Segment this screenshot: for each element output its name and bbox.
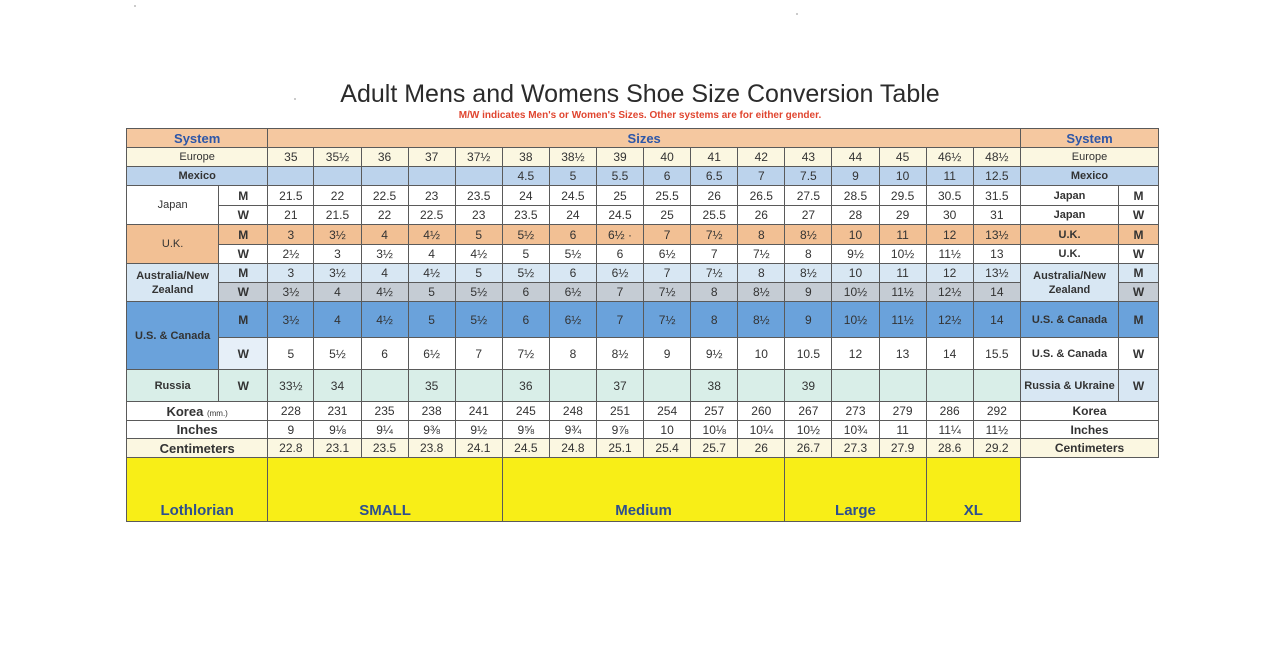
size-cell: 29.5 bbox=[879, 186, 926, 206]
size-cell bbox=[926, 370, 973, 402]
size-cell: 273 bbox=[832, 402, 879, 421]
size-cell: 6½ bbox=[549, 283, 596, 302]
scan-speck bbox=[294, 98, 296, 100]
size-cell: 44 bbox=[832, 148, 879, 167]
row-uk-m bbox=[127, 225, 1021, 245]
gender-w: W bbox=[219, 206, 268, 225]
size-cell: 43 bbox=[785, 148, 832, 167]
size-cell: 286 bbox=[926, 402, 973, 421]
size-cell: 3½ bbox=[268, 302, 314, 338]
side-gender-w: W bbox=[1119, 245, 1159, 264]
page-subtitle: M/W indicates Men's or Women's Sizes. Other systems are for either gender. bbox=[458, 110, 822, 121]
side-gender-m: M bbox=[1119, 264, 1159, 283]
size-cell: 21.5 bbox=[314, 206, 361, 225]
side-us-w: U.S. & Canada bbox=[1021, 338, 1119, 370]
size-cell: 11 bbox=[926, 167, 973, 186]
size-cell: 23.5 bbox=[502, 206, 549, 225]
category-xl: XL bbox=[926, 458, 1020, 522]
size-cell: 8 bbox=[738, 225, 785, 245]
size-cell: 6 bbox=[596, 245, 643, 264]
size-cell: 13 bbox=[973, 245, 1020, 264]
size-cell: 13 bbox=[879, 338, 926, 370]
size-cell: 10 bbox=[644, 421, 691, 439]
size-cell: 7.5 bbox=[785, 167, 832, 186]
size-cell: 12 bbox=[926, 225, 973, 245]
size-cell: 5½ bbox=[502, 225, 549, 245]
size-cell: 4 bbox=[361, 225, 408, 245]
size-cell: 24 bbox=[549, 206, 596, 225]
size-cell: 21 bbox=[268, 206, 314, 225]
size-cell: 228 bbox=[268, 402, 314, 421]
size-cell: 25.7 bbox=[691, 439, 738, 458]
size-cell bbox=[832, 370, 879, 402]
size-cell: 7 bbox=[691, 245, 738, 264]
gender-w: W bbox=[219, 338, 268, 370]
size-cell: 5 bbox=[455, 264, 502, 283]
size-cell: 23.1 bbox=[314, 439, 361, 458]
size-cell bbox=[644, 370, 691, 402]
size-cell: 4 bbox=[314, 283, 361, 302]
size-cell: 7 bbox=[455, 338, 502, 370]
size-cell: 9½ bbox=[832, 245, 879, 264]
size-cell: 7½ bbox=[738, 245, 785, 264]
size-cell: 10 bbox=[832, 225, 879, 245]
size-cell: 25.4 bbox=[644, 439, 691, 458]
size-cell bbox=[314, 167, 361, 186]
size-cell: 24.5 bbox=[502, 439, 549, 458]
size-cell: 5½ bbox=[455, 283, 502, 302]
size-cell: 9⅞ bbox=[596, 421, 643, 439]
size-cell: 35½ bbox=[314, 148, 361, 167]
size-cell: 26 bbox=[738, 206, 785, 225]
size-cell: 25 bbox=[644, 206, 691, 225]
size-cell: 30 bbox=[926, 206, 973, 225]
size-cell: 6½ bbox=[644, 245, 691, 264]
size-cell: 24.5 bbox=[549, 186, 596, 206]
size-cell: 38½ bbox=[549, 148, 596, 167]
side-mexico: Mexico bbox=[1021, 167, 1159, 186]
size-cell: 241 bbox=[455, 402, 502, 421]
size-cell: 31 bbox=[973, 206, 1020, 225]
size-cell: 279 bbox=[879, 402, 926, 421]
size-cell: 9½ bbox=[691, 338, 738, 370]
row-korea bbox=[127, 402, 1021, 421]
page-title: Adult Mens and Womens Shoe Size Conversion Table bbox=[340, 80, 940, 108]
size-cell: 10.5 bbox=[785, 338, 832, 370]
size-cell: 2½ bbox=[268, 245, 314, 264]
size-cell: 24.5 bbox=[596, 206, 643, 225]
size-cell: 28.5 bbox=[832, 186, 879, 206]
size-cell: 11½ bbox=[973, 421, 1020, 439]
size-cell: 9 bbox=[832, 167, 879, 186]
size-cell: 6½ · bbox=[596, 225, 643, 245]
size-cell: 9 bbox=[785, 302, 832, 338]
size-cell: 235 bbox=[361, 402, 408, 421]
size-cell: 9 bbox=[644, 338, 691, 370]
size-cell: 13½ bbox=[973, 225, 1020, 245]
size-cell: 30.5 bbox=[926, 186, 973, 206]
size-cell: 7 bbox=[644, 264, 691, 283]
size-cell: 7 bbox=[644, 225, 691, 245]
size-cell: 7½ bbox=[502, 338, 549, 370]
size-cell: 8 bbox=[691, 283, 738, 302]
size-cell: 26 bbox=[738, 439, 785, 458]
scan-speck bbox=[796, 13, 798, 15]
size-cell: 25.5 bbox=[691, 206, 738, 225]
size-cell: 37½ bbox=[455, 148, 502, 167]
side-system-table bbox=[1020, 128, 1159, 458]
size-cell: 5 bbox=[455, 225, 502, 245]
size-cell: 5½ bbox=[455, 302, 502, 338]
size-cell bbox=[268, 167, 314, 186]
category-large: Large bbox=[785, 458, 926, 522]
label-uk: U.K. bbox=[127, 225, 219, 264]
size-cell: 3½ bbox=[268, 283, 314, 302]
side-gender-w: W bbox=[1119, 370, 1159, 402]
label-europe: Europe bbox=[127, 148, 268, 167]
size-cell: 8 bbox=[549, 338, 596, 370]
gender-m: M bbox=[219, 225, 268, 245]
size-cell: 8½ bbox=[738, 283, 785, 302]
size-cell: 238 bbox=[408, 402, 455, 421]
size-cell: 3½ bbox=[314, 225, 361, 245]
row-inches bbox=[127, 421, 1021, 439]
side-system-header: System bbox=[1021, 129, 1159, 148]
size-cell: 8 bbox=[738, 264, 785, 283]
size-cell: 36 bbox=[502, 370, 549, 402]
size-cell: 27.3 bbox=[832, 439, 879, 458]
size-cell: 22.5 bbox=[361, 186, 408, 206]
gender-m: M bbox=[219, 264, 268, 283]
size-cell: 46½ bbox=[926, 148, 973, 167]
size-cell: 4 bbox=[408, 245, 455, 264]
size-cell: 11½ bbox=[879, 283, 926, 302]
size-cell bbox=[549, 370, 596, 402]
size-cell: 6.5 bbox=[691, 167, 738, 186]
size-cell: 3 bbox=[314, 245, 361, 264]
size-cell: 10½ bbox=[879, 245, 926, 264]
size-cell: 7 bbox=[596, 283, 643, 302]
size-cell: 6 bbox=[502, 283, 549, 302]
size-cell bbox=[879, 370, 926, 402]
side-gender-w: W bbox=[1119, 338, 1159, 370]
korea-unit: (mm.) bbox=[206, 408, 228, 418]
size-cell: 8½ bbox=[785, 225, 832, 245]
size-cell: 6½ bbox=[549, 302, 596, 338]
size-cell: 12 bbox=[926, 264, 973, 283]
size-cell: 35 bbox=[408, 370, 455, 402]
label-inches: Inches bbox=[127, 421, 268, 439]
size-cell: 5 bbox=[408, 302, 455, 338]
side-us-m: U.S. & Canada bbox=[1021, 302, 1119, 338]
gender-m: M bbox=[219, 302, 268, 338]
size-cell: 11½ bbox=[879, 302, 926, 338]
size-cell: 245 bbox=[502, 402, 549, 421]
size-cell: 41 bbox=[691, 148, 738, 167]
size-cell: 26.5 bbox=[738, 186, 785, 206]
size-cell: 10½ bbox=[785, 421, 832, 439]
size-cell: 14 bbox=[973, 283, 1020, 302]
category-medium: Medium bbox=[502, 458, 785, 522]
size-cell: 4 bbox=[314, 302, 361, 338]
size-cell: 10½ bbox=[832, 283, 879, 302]
size-cell: 23 bbox=[408, 186, 455, 206]
row-mexico bbox=[127, 167, 1021, 186]
size-cell: 39 bbox=[785, 370, 832, 402]
size-cell: 25.1 bbox=[596, 439, 643, 458]
size-cell: 4 bbox=[361, 264, 408, 283]
row-japan-w bbox=[127, 206, 1021, 225]
size-cell: 6 bbox=[644, 167, 691, 186]
size-cell: 42 bbox=[738, 148, 785, 167]
label-japan: Japan bbox=[127, 186, 219, 225]
size-cell: 8½ bbox=[738, 302, 785, 338]
size-cell bbox=[973, 370, 1020, 402]
size-cell: 5 bbox=[408, 283, 455, 302]
sizes-header: Sizes bbox=[268, 129, 1021, 148]
size-cell: 7½ bbox=[691, 264, 738, 283]
korea-label-text: Korea bbox=[166, 403, 204, 419]
size-cell: 12.5 bbox=[973, 167, 1020, 186]
size-cell: 5 bbox=[502, 245, 549, 264]
scan-speck bbox=[134, 5, 136, 7]
size-cell: 3½ bbox=[314, 264, 361, 283]
size-cell: 254 bbox=[644, 402, 691, 421]
side-gender-m: M bbox=[1119, 225, 1159, 245]
size-cell: 14 bbox=[973, 302, 1020, 338]
size-cell bbox=[408, 167, 455, 186]
size-cell: 22.8 bbox=[268, 439, 314, 458]
size-cell: 8½ bbox=[596, 338, 643, 370]
size-cell: 231 bbox=[314, 402, 361, 421]
size-cell: 10⅛ bbox=[691, 421, 738, 439]
size-cell: 10 bbox=[832, 264, 879, 283]
system-header: System bbox=[127, 129, 268, 148]
size-cell: 10 bbox=[879, 167, 926, 186]
row-cm bbox=[127, 439, 1021, 458]
side-gender-w: W bbox=[1119, 283, 1159, 302]
category-small: SMALL bbox=[268, 458, 502, 522]
size-cell: 267 bbox=[785, 402, 832, 421]
size-cell: 24 bbox=[502, 186, 549, 206]
label-aus: Australia/New Zealand bbox=[127, 264, 219, 302]
label-us: U.S. & Canada bbox=[127, 302, 219, 370]
header-row bbox=[127, 129, 1021, 148]
size-cell: 23 bbox=[455, 206, 502, 225]
size-cell bbox=[361, 167, 408, 186]
size-cell: 4½ bbox=[361, 283, 408, 302]
size-cell bbox=[738, 370, 785, 402]
size-cell: 6 bbox=[361, 338, 408, 370]
size-cell: 45 bbox=[879, 148, 926, 167]
side-korea: Korea bbox=[1021, 402, 1159, 421]
size-cell: 4½ bbox=[361, 302, 408, 338]
size-cell: 37 bbox=[596, 370, 643, 402]
size-cell: 14 bbox=[926, 338, 973, 370]
row-uk-w bbox=[127, 245, 1021, 264]
size-cell: 38 bbox=[502, 148, 549, 167]
size-cell: 5½ bbox=[314, 338, 361, 370]
size-cell: 3 bbox=[268, 264, 314, 283]
size-cell: 26.7 bbox=[785, 439, 832, 458]
size-cell: 4½ bbox=[455, 245, 502, 264]
side-russia: Russia & Ukraine bbox=[1021, 370, 1119, 402]
side-gender-w: W bbox=[1119, 206, 1159, 225]
size-cell: 22 bbox=[314, 186, 361, 206]
size-cell: 4.5 bbox=[502, 167, 549, 186]
side-gender-m: M bbox=[1119, 186, 1159, 206]
size-cell: 29.2 bbox=[973, 439, 1020, 458]
size-cell: 9⅝ bbox=[502, 421, 549, 439]
label-mexico: Mexico bbox=[127, 167, 268, 186]
size-cell: 29 bbox=[879, 206, 926, 225]
size-cell: 7 bbox=[596, 302, 643, 338]
size-cell: 248 bbox=[549, 402, 596, 421]
size-cell: 23.8 bbox=[408, 439, 455, 458]
conversion-table bbox=[126, 128, 1021, 522]
size-cell: 8 bbox=[785, 245, 832, 264]
size-cell: 24.1 bbox=[455, 439, 502, 458]
row-aus-w bbox=[127, 283, 1021, 302]
size-cell: 9¼ bbox=[361, 421, 408, 439]
size-cell: 292 bbox=[973, 402, 1020, 421]
size-cell: 10½ bbox=[832, 302, 879, 338]
size-cell: 9¾ bbox=[549, 421, 596, 439]
side-gender-m: M bbox=[1119, 302, 1159, 338]
size-cell bbox=[361, 370, 408, 402]
size-cell: 5½ bbox=[502, 264, 549, 283]
size-cell: 6 bbox=[549, 225, 596, 245]
size-cell: 11¼ bbox=[926, 421, 973, 439]
row-japan-m bbox=[127, 186, 1021, 206]
size-cell: 6½ bbox=[408, 338, 455, 370]
size-cell: 7½ bbox=[644, 302, 691, 338]
size-cell: 7½ bbox=[644, 283, 691, 302]
size-cell: 34 bbox=[314, 370, 361, 402]
row-russia bbox=[127, 370, 1021, 402]
size-cell: 31.5 bbox=[973, 186, 1020, 206]
row-us-m bbox=[127, 302, 1021, 338]
size-cell: 5 bbox=[549, 167, 596, 186]
side-uk-m: U.K. bbox=[1021, 225, 1119, 245]
category-label: Lothlorian bbox=[127, 458, 268, 522]
size-cell bbox=[455, 370, 502, 402]
size-cell: 257 bbox=[691, 402, 738, 421]
size-cell: 12½ bbox=[926, 283, 973, 302]
size-cell: 9⅛ bbox=[314, 421, 361, 439]
size-cell: 25.5 bbox=[644, 186, 691, 206]
row-europe bbox=[127, 148, 1021, 167]
size-cell: 4½ bbox=[408, 225, 455, 245]
size-cell: 27.5 bbox=[785, 186, 832, 206]
size-cell: 12½ bbox=[926, 302, 973, 338]
size-cell: 6 bbox=[502, 302, 549, 338]
size-cell: 40 bbox=[644, 148, 691, 167]
side-inches: Inches bbox=[1021, 421, 1159, 439]
size-cell: 26 bbox=[691, 186, 738, 206]
size-cell: 48½ bbox=[973, 148, 1020, 167]
size-cell: 260 bbox=[738, 402, 785, 421]
size-cell: 13½ bbox=[973, 264, 1020, 283]
size-cell: 10 bbox=[738, 338, 785, 370]
size-cell: 37 bbox=[408, 148, 455, 167]
size-cell: 22.5 bbox=[408, 206, 455, 225]
row-aus-m bbox=[127, 264, 1021, 283]
gender-w: W bbox=[219, 245, 268, 264]
size-cell: 8½ bbox=[785, 264, 832, 283]
size-cell: 25 bbox=[596, 186, 643, 206]
side-uk-w: U.K. bbox=[1021, 245, 1119, 264]
size-cell: 8 bbox=[691, 302, 738, 338]
size-cell: 35 bbox=[268, 148, 314, 167]
size-cell: 15.5 bbox=[973, 338, 1020, 370]
size-cell: 3 bbox=[268, 225, 314, 245]
size-cell: 9 bbox=[785, 283, 832, 302]
side-cm: Centimeters bbox=[1021, 439, 1159, 458]
size-cell: 10¾ bbox=[832, 421, 879, 439]
size-cell: 10¼ bbox=[738, 421, 785, 439]
size-cell: 3½ bbox=[361, 245, 408, 264]
side-japan-w: Japan bbox=[1021, 206, 1119, 225]
side-europe: Europe bbox=[1021, 148, 1159, 167]
size-cell: 11 bbox=[879, 225, 926, 245]
size-cell: 6½ bbox=[596, 264, 643, 283]
size-cell: 5½ bbox=[549, 245, 596, 264]
size-cell: 7 bbox=[738, 167, 785, 186]
size-cell: 28.6 bbox=[926, 439, 973, 458]
side-aus: Australia/New Zealand bbox=[1021, 264, 1119, 302]
label-korea bbox=[127, 402, 268, 421]
size-cell: 33½ bbox=[268, 370, 314, 402]
size-cell: 23.5 bbox=[361, 439, 408, 458]
gender-w: W bbox=[219, 370, 268, 402]
size-cell: 9½ bbox=[455, 421, 502, 439]
size-cell: 38 bbox=[691, 370, 738, 402]
label-russia: Russia bbox=[127, 370, 219, 402]
size-cell: 11½ bbox=[926, 245, 973, 264]
row-categories bbox=[127, 458, 1021, 522]
row-us-w bbox=[127, 338, 1021, 370]
size-cell: 7½ bbox=[691, 225, 738, 245]
size-cell: 24.8 bbox=[549, 439, 596, 458]
size-cell: 6 bbox=[549, 264, 596, 283]
size-cell: 5 bbox=[268, 338, 314, 370]
size-cell: 39 bbox=[596, 148, 643, 167]
side-japan-m: Japan bbox=[1021, 186, 1119, 206]
size-cell: 9⅜ bbox=[408, 421, 455, 439]
size-cell: 11 bbox=[879, 264, 926, 283]
size-cell: 5.5 bbox=[596, 167, 643, 186]
size-cell: 36 bbox=[361, 148, 408, 167]
size-cell: 4½ bbox=[408, 264, 455, 283]
size-cell: 12 bbox=[832, 338, 879, 370]
size-cell: 28 bbox=[832, 206, 879, 225]
gender-m: M bbox=[219, 186, 268, 206]
size-cell: 21.5 bbox=[268, 186, 314, 206]
size-cell: 27.9 bbox=[879, 439, 926, 458]
label-cm: Centimeters bbox=[127, 439, 268, 458]
size-cell: 27 bbox=[785, 206, 832, 225]
size-cell: 9 bbox=[268, 421, 314, 439]
size-cell: 23.5 bbox=[455, 186, 502, 206]
size-cell: 251 bbox=[596, 402, 643, 421]
size-cell: 11 bbox=[879, 421, 926, 439]
size-cell bbox=[455, 167, 502, 186]
size-cell: 22 bbox=[361, 206, 408, 225]
gender-w: W bbox=[219, 283, 268, 302]
